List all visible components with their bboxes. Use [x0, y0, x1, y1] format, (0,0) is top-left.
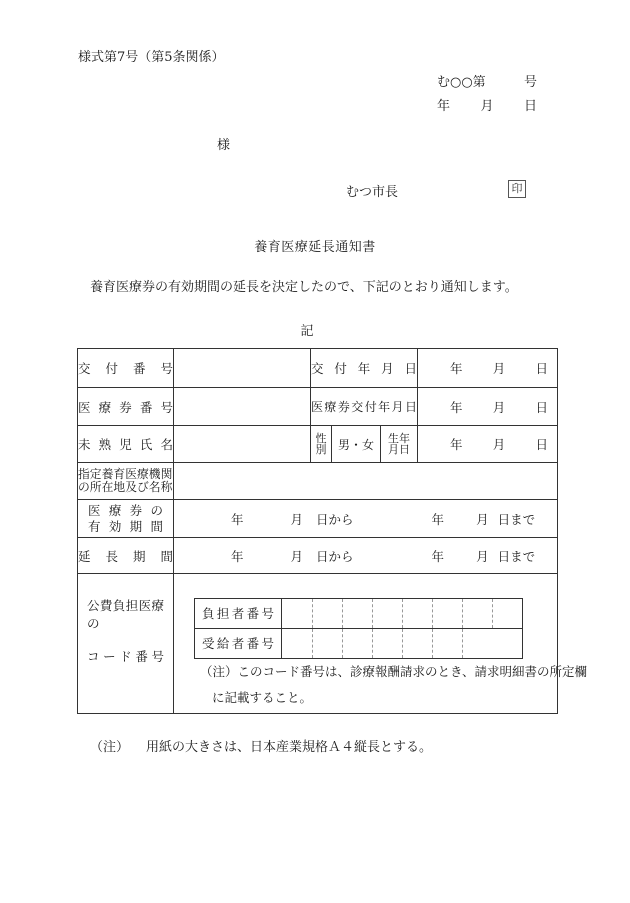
code-label-line1: 公費負担医療の [87, 598, 164, 631]
notice-form-table [77, 348, 588, 714]
sex-value: 男・女 [332, 426, 381, 463]
digit-cell [432, 599, 462, 628]
table-row-institution [78, 463, 558, 500]
note-text: 用紙の大きさは、日本産業規格Ａ４縦長とする。 [146, 740, 433, 755]
sex-label-line2: 別 [315, 443, 327, 456]
birth-label-line2: 月日 [388, 443, 410, 456]
ticket-number-label: 医療券番号 [78, 388, 174, 426]
day-label: 日 [535, 361, 548, 376]
issue-date-label: 交付年月日 [311, 349, 418, 388]
extension-period-label: 延長期間 [78, 538, 174, 574]
digit-cell [372, 599, 402, 628]
period-year-to: 年 [431, 511, 445, 527]
ticket-number-value [174, 388, 311, 426]
digit-cell [312, 629, 342, 658]
day-label: 日 [535, 437, 548, 452]
table-row-infant-name [78, 426, 558, 463]
digit-cell [312, 599, 342, 628]
period-year-from: 年 [231, 511, 244, 527]
code-note-line2: に記載すること。 [212, 690, 313, 705]
institution-value [174, 463, 558, 500]
period-year-from: 年 [231, 548, 244, 564]
year-label: 年 [450, 399, 463, 415]
issue-number-label: 交付番号 [78, 349, 174, 388]
doc-number-prefix: む○○第 [437, 75, 486, 90]
seal-mark [508, 180, 526, 198]
record-mark: 記 [300, 324, 314, 339]
digit-cell [402, 629, 432, 658]
digit-cell [342, 599, 372, 628]
form-number: 様式第7号（第5条関係） [78, 50, 225, 65]
recipient-number-row [194, 628, 523, 659]
doc-number-line [437, 71, 537, 95]
period-month-to: 月 [476, 548, 489, 564]
table-row-code-number [78, 574, 558, 714]
digit-cell [462, 599, 492, 628]
ticket-issue-date-label: 医療券交付年月日 [311, 388, 418, 426]
digit-cell [282, 629, 312, 658]
period-month-from: 月 [290, 511, 304, 527]
digit-cell [282, 599, 312, 628]
addressee-honorific: 様 [217, 138, 231, 153]
table-row-extension-period [78, 538, 558, 574]
issue-date-value [418, 349, 558, 388]
issue-number-value [174, 349, 311, 388]
sex-label [311, 426, 332, 463]
sex-label-line1: 性 [315, 431, 327, 445]
infant-name-label: 未熟児氏名 [78, 426, 174, 463]
issuer-name: むつ市長 [346, 185, 399, 200]
date-month-label: 月 [480, 99, 494, 114]
month-label: 月 [492, 437, 506, 452]
digit-cell [492, 599, 522, 628]
issue-date-line [437, 95, 537, 119]
payer-number-label: 負担者番号 [195, 599, 282, 628]
year-label: 年 [450, 437, 463, 452]
paper-size-note [90, 736, 432, 755]
birth-date-value [418, 426, 558, 463]
public-expense-code-label [78, 574, 174, 714]
period-day-from: 日から [316, 511, 354, 527]
digit-cell [402, 599, 432, 628]
table-row-valid-period [78, 500, 558, 538]
day-label: 日 [535, 399, 548, 415]
body-paragraph: 養育医療券の有効期間の延長を決定したので、下記のとおり通知します。 [90, 280, 518, 295]
month-label: 月 [492, 361, 506, 376]
table-row-ticket-number [78, 388, 558, 426]
table-row-issue-number [78, 349, 558, 388]
payer-number-row [194, 598, 523, 629]
birth-label-line1: 生年 [388, 431, 410, 445]
ticket-issue-date-value [418, 388, 558, 426]
code-number-cell [174, 574, 588, 714]
document-title: 養育医療延長通知書 [254, 240, 376, 255]
month-label: 月 [492, 399, 506, 415]
recipient-number-cells [282, 629, 492, 658]
period-month-from: 月 [290, 548, 304, 564]
period-month-to: 月 [476, 511, 489, 527]
seal-character: 印 [511, 182, 523, 195]
document-number-block [437, 71, 537, 119]
digit-cell [432, 629, 462, 658]
period-year-to: 年 [431, 548, 445, 564]
payer-number-cells [282, 599, 522, 628]
valid-period-label [78, 500, 174, 538]
valid-period-label-line1: 医療券の [88, 502, 163, 518]
date-day-label: 日 [523, 99, 537, 114]
period-day-from: 日から [316, 548, 354, 564]
recipient-number-label: 受給者番号 [195, 629, 282, 658]
year-label: 年 [450, 361, 463, 376]
digit-cell [462, 629, 492, 658]
institution-label: 指定養育医療機関の所在地及び名称 [78, 463, 174, 500]
code-label-line2: コード番号 [87, 649, 164, 664]
infant-name-value [174, 426, 311, 463]
code-number-table [194, 598, 523, 659]
valid-period-label-line2: 有効期間 [88, 518, 163, 534]
doc-number-suffix: 号 [523, 75, 537, 90]
valid-period-value [174, 500, 558, 538]
date-year-label: 年 [437, 99, 451, 114]
period-day-to: 日まで [497, 511, 536, 527]
birth-date-label [381, 426, 418, 463]
extension-period-value [174, 538, 558, 574]
digit-cell [342, 629, 372, 658]
note-prefix: （注） [90, 740, 130, 755]
code-note-line1: （注）このコード番号は、診療報酬請求のとき、請求明細書の所定欄 [200, 664, 588, 679]
period-day-to: 日まで [497, 548, 536, 564]
digit-cell [372, 629, 402, 658]
